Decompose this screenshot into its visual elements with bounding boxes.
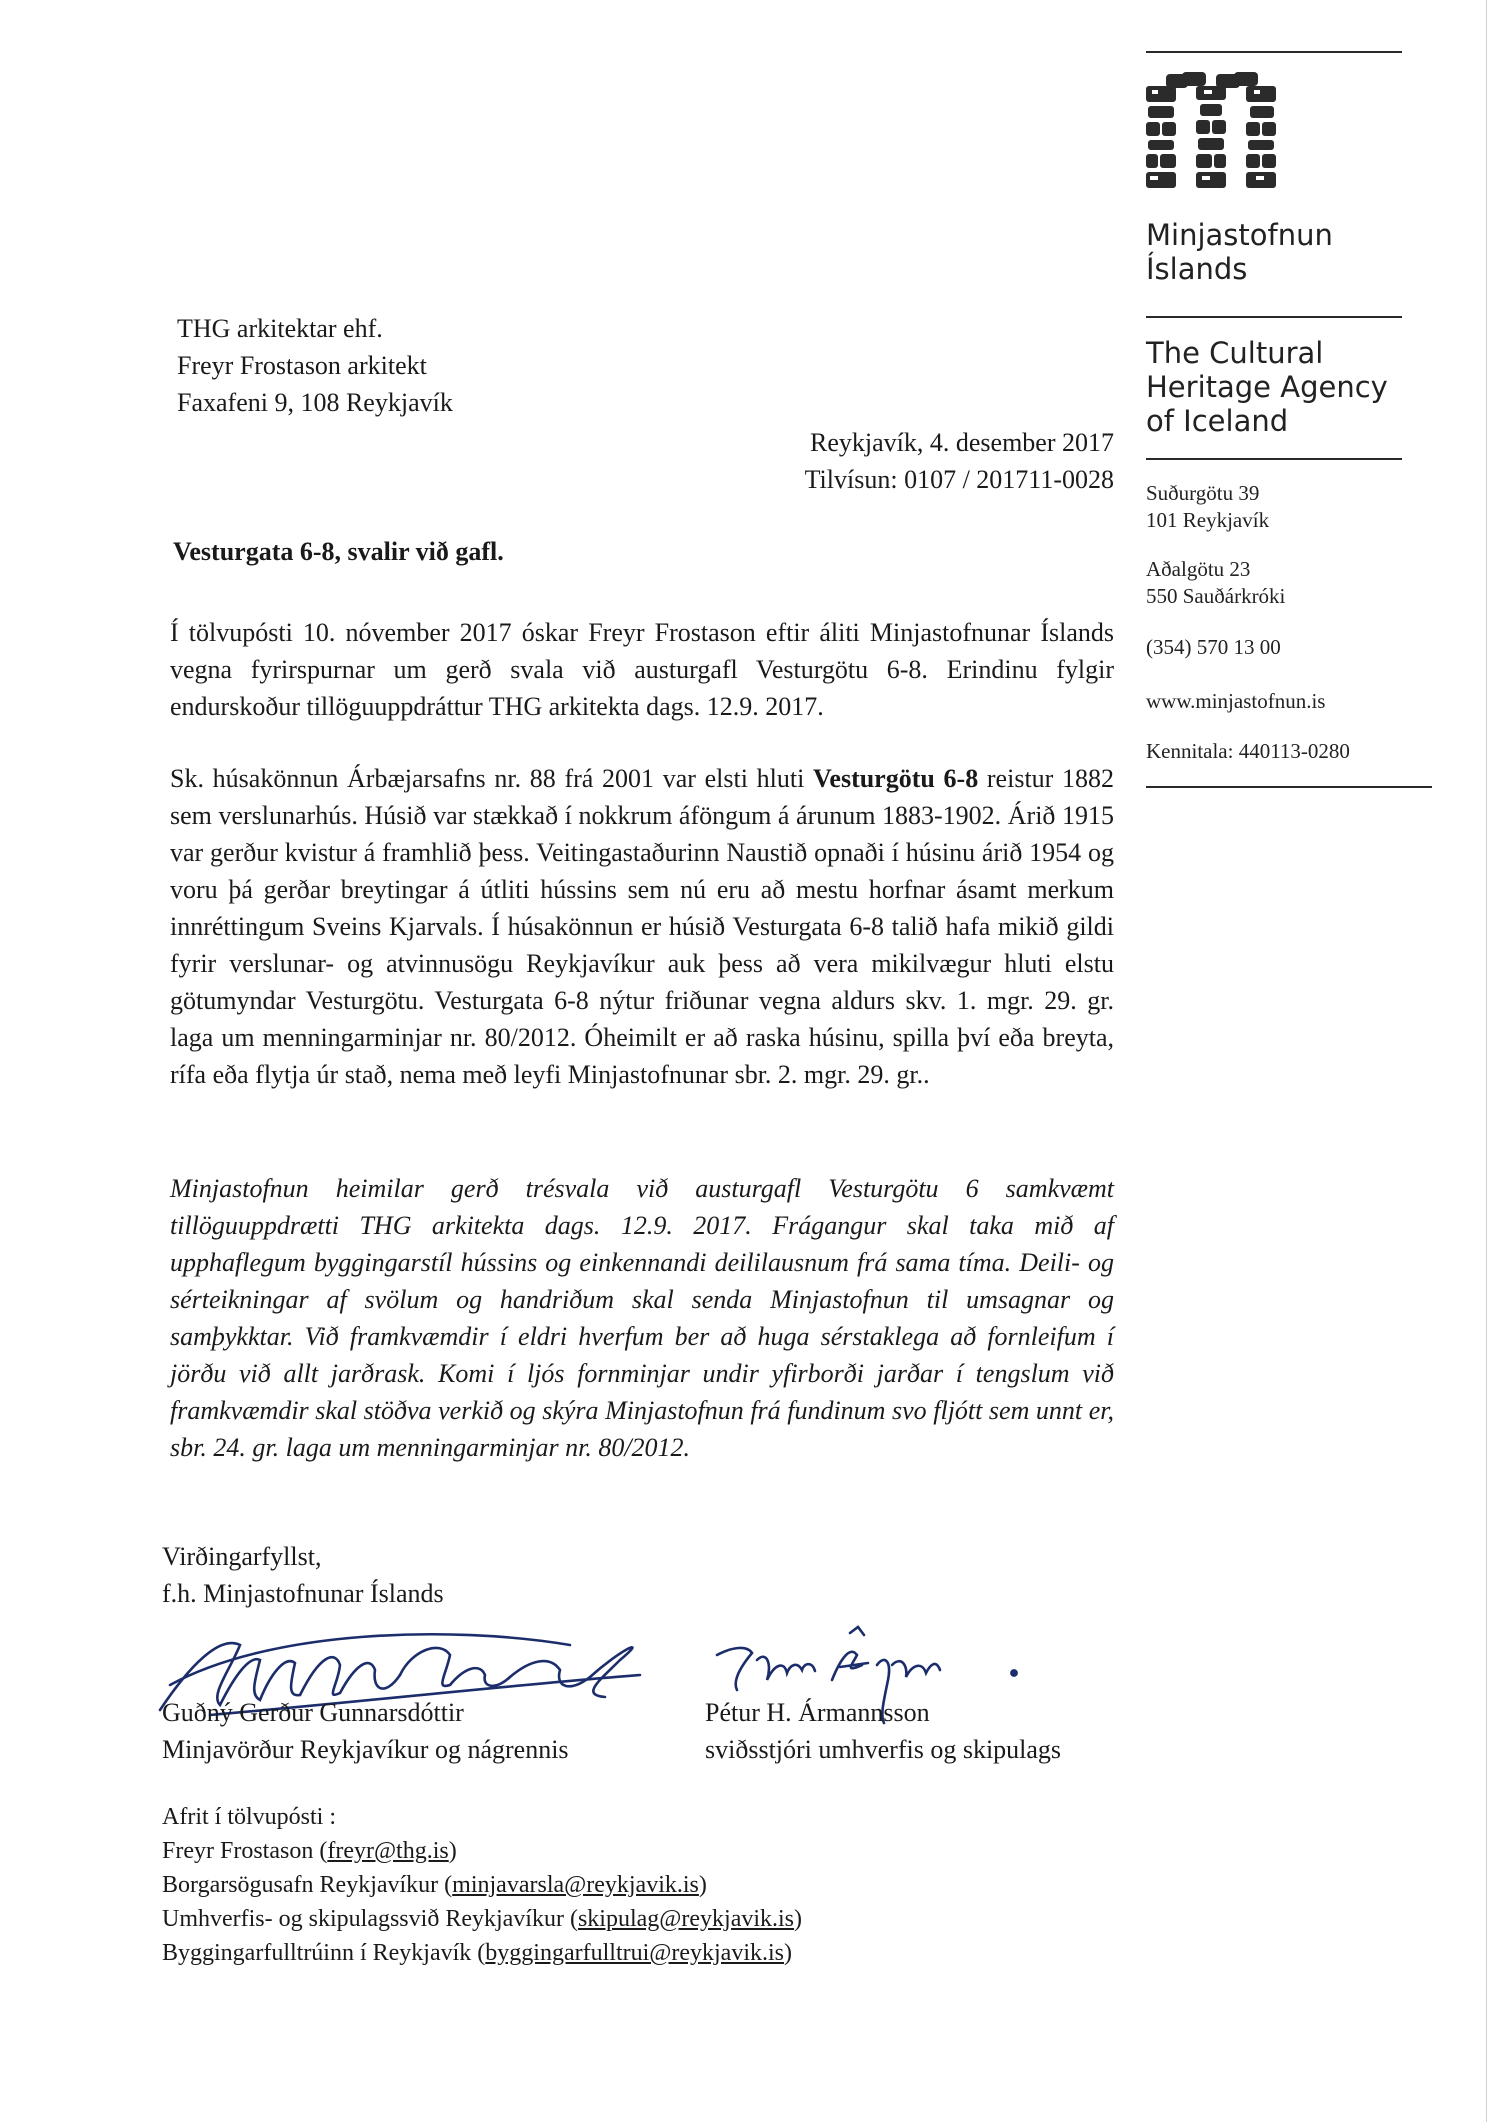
cc-email-link[interactable]: skipulag@reykjavik.is <box>577 1906 795 1932</box>
recipient-company: THG arkitektar ehf. <box>177 314 383 343</box>
address-reykjavik <box>1146 480 1269 534</box>
address1-street: Suðurgötu 39 <box>1146 481 1260 505</box>
cc-email-link[interactable]: byggingarfulltrui@reykjavik.is <box>485 1940 785 1966</box>
recipient-person: Freyr Frostason arkitekt <box>177 351 427 380</box>
address-saudarkroki <box>1146 556 1285 610</box>
salutation: Virðingarfyllst, <box>162 1542 322 1571</box>
on-behalf-of: f.h. Minjastofnunar Íslands <box>162 1579 444 1608</box>
signatory-2 <box>705 1694 1061 1768</box>
address2-city: 550 Sauðárkróki <box>1146 584 1286 608</box>
paragraph-3-decision: Minjastofnun heimilar gerð trésvala við austurgafl Vesturgötu 6 samkvæmt tillöguuppdrætti THG arkitekta dags. 12.9. 2017. Frágangur skal taka mið af upphaflegum byggingarstíl hússins og einkennandi deililausnum frá sama tíma. Deili- og sérteikningar af svölum og handriðum skal senda Minjastofnun til umsagnar og samþykktar. Við framkvæmdir í eldri hverfum ber að huga sérstaklega að fornleifum í jörðu við allt jarðrask. Komi í ljós fornminjar undir yfirborði jarðar í tengslum við framkvæmdir skal stöðva verkið og skýra Minjastofnun frá fundinum svo fljótt sem unnt er, sbr. 24. gr. laga um menningarminjar nr. 80/2012. <box>170 1174 1114 1462</box>
cc-heading: Afrit í tölvupósti : <box>162 1804 336 1830</box>
closing <box>162 1538 444 1612</box>
cc-close: ) <box>448 1838 457 1864</box>
agency-logo-icon <box>1146 72 1286 192</box>
sidebar-rule-2 <box>1146 316 1402 318</box>
signatory-1-title: Minjavörður Reykjavíkur og nágrennis <box>162 1735 569 1764</box>
cc-list <box>162 1800 802 1970</box>
paragraph-2-rest: reistur 1882 sem verslunarhús. Húsið var stækkað í nokkrum áföngum á árunum 1883-1902. Árið 1915 var gerður kvistur á framhlið þess. Veitingastaðurinn Naustið opnaði í húsinu árið 1954 og voru þá gerðar breytingar á útliti hússins sem nú eru að mestu horfnar ásamt merkum innréttingum Sveins Kjarvals. Í húsakönnun er húsið Vesturgata 6-8 talið hafa mikið gildi fyrir verslunar- og atvinnusögu Reykjavíkur auk þess að vera mikilvægur hluti elstu götumyndar Vesturgötu. Vesturgata 6-8 nýtur friðunar vegna aldurs skv. 1. mgr. 29. gr. laga um menningarminjar nr. 80/2012. Óheimilt er að raska húsinu, spilla því eða breyta, rífa eða flytja úr stað, nema með leyfi Minjastofnunar sbr. 2. mgr. 29. gr.. <box>170 764 1115 1089</box>
agency-name-line1: Minjastofnun <box>1146 218 1333 252</box>
paragraph-2-bold: Vesturgötu 6-8 <box>813 764 979 793</box>
reference-number: Tilvísun: 0107 / 201711-0028 <box>804 465 1114 494</box>
cc-recipient: Freyr Frostason ( <box>162 1838 328 1864</box>
sidebar-rule-3 <box>1146 458 1402 460</box>
signatory-2-title: sviðsstjóri umhverfis og skipulags <box>705 1735 1062 1764</box>
cc-email-link[interactable]: minjavarsla@reykjavik.is <box>452 1872 699 1898</box>
paragraph-2-start: Sk. húsakönnun Árbæjarsafns nr. 88 frá 2001 var elsti hluti <box>170 764 814 793</box>
cc-item <box>162 1936 802 1970</box>
cc-close: ) <box>794 1906 803 1932</box>
recipient-address <box>177 310 453 421</box>
agency-en-line1: The Cultural <box>1146 336 1324 370</box>
cc-item <box>162 1868 802 1902</box>
cc-recipient: Borgarsögusafn Reykjavíkur ( <box>162 1872 453 1898</box>
signatory-2-name: Pétur H. Ármannsson <box>705 1698 930 1727</box>
website[interactable]: www.minjastofnun.is <box>1146 689 1326 713</box>
cc-recipient: Umhverfis- og skipulagssvið Reykjavíkur ( <box>162 1906 578 1932</box>
cc-close: ) <box>698 1872 707 1898</box>
agency-name-line2: Íslands <box>1146 252 1248 286</box>
sidebar-rule-top <box>1146 51 1402 53</box>
cc-recipient: Byggingarfulltrúinn í Reykjavík ( <box>162 1940 486 1966</box>
cc-item <box>162 1834 802 1868</box>
kennitala: Kennitala: 440113-0280 <box>1146 739 1350 763</box>
signatory-1 <box>162 1694 569 1768</box>
phone: (354) 570 13 00 <box>1146 635 1281 659</box>
agency-name-english <box>1146 336 1388 438</box>
agency-name <box>1146 218 1333 286</box>
agency-en-line3: of Iceland <box>1146 404 1289 438</box>
signatory-1-name: Guðný Gerður Gunnarsdóttir <box>162 1698 464 1727</box>
scan-edge <box>1486 0 1487 2122</box>
recipient-street: Faxafeni 9, 108 Reykjavík <box>177 388 453 417</box>
cc-email-link[interactable]: freyr@thg.is <box>327 1838 449 1864</box>
paragraph-1: Í tölvupósti 10. nóvember 2017 óskar Freyr Frostason eftir áliti Minjastofnunar Íslands vegna fyrirspurnar um gerð svala við austurgafl Vesturgötu 6-8. Erindinu fylgir endurskoður tillöguuppdráttur THG arkitekta dags. 12.9. 2017. <box>170 618 1114 721</box>
letter-date: Reykjavík, 4. desember 2017 <box>810 428 1114 457</box>
sidebar-rule-bottom <box>1146 786 1432 788</box>
cc-item <box>162 1902 802 1936</box>
paragraph-2 <box>170 760 1114 1093</box>
cc-close: ) <box>784 1940 793 1966</box>
subject-line: Vesturgata 6-8, svalir við gafl. <box>173 537 504 566</box>
agency-en-line2: Heritage Agency <box>1146 370 1388 404</box>
address2-street: Aðalgötu 23 <box>1146 557 1251 581</box>
dateline <box>640 424 1114 498</box>
address1-city: 101 Reykjavík <box>1146 508 1270 532</box>
